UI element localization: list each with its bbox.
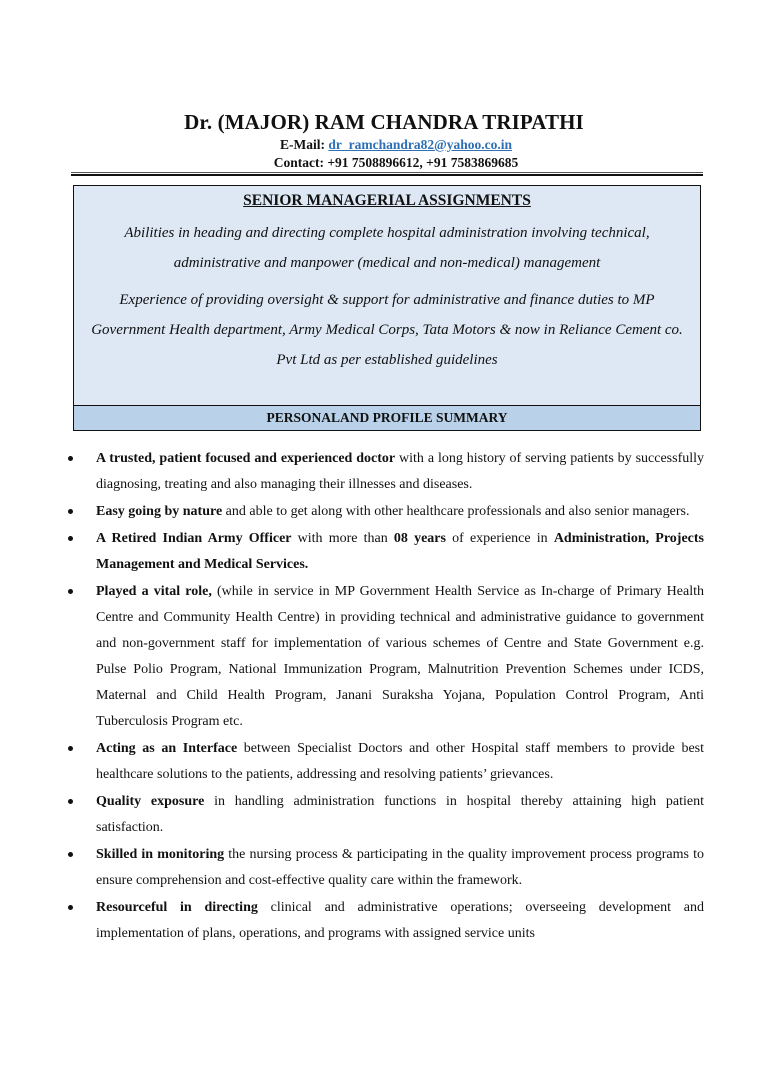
bullet-dot-icon bbox=[68, 799, 73, 804]
senior-managerial-box bbox=[73, 185, 701, 431]
box-paragraph-abilities: Abilities in heading and directing complete hospital administration involving technical, administrative and manpower (medical and non-medical) management bbox=[124, 225, 650, 271]
bullet-item bbox=[64, 526, 704, 578]
bullet-highlight: Played a vital role, bbox=[96, 584, 212, 599]
email-link[interactable]: dr_ramchandra82@yahoo.co.in bbox=[328, 137, 512, 152]
bullet-item bbox=[64, 789, 704, 841]
email-line bbox=[12, 137, 768, 153]
header-divider-thin bbox=[71, 172, 703, 173]
bullet-item bbox=[64, 579, 704, 735]
bullet-highlight: A Retired Indian Army Officer bbox=[96, 531, 292, 546]
bullet-dot-icon bbox=[68, 589, 73, 594]
header-divider-thick bbox=[71, 174, 703, 176]
bullet-item bbox=[64, 736, 704, 788]
bullet-highlight: Administration, Projects Management and Medical Services. bbox=[96, 531, 704, 572]
bullet-text: (while in service in MP Government Health Service as In-charge of Primary Health Centre and Community Health Centre) in providing technical and administrative guidance to government and non-government staff for implementation of various schemes of Centre and State Government e.g. Pulse Polio Program, National Immunization Program, Malnutrition Prevention Schemes under ICDS, Maternal and Child Health Program, Janani Suraksha Yojana, Population Control Program, Anti Tuberculosis Program etc. bbox=[96, 584, 704, 729]
bullet-dot-icon bbox=[68, 905, 73, 910]
bullet-highlight: 08 years bbox=[393, 531, 446, 546]
box-paragraph-experience: Experience of providing oversight & support for administrative and finance duties to MP Government Health department, Army Medical Corps, Tata Motors & now in Reliance Cement co. Pvt Ltd as per established guidelines bbox=[91, 292, 683, 368]
profile-bullet-list bbox=[64, 446, 704, 948]
bullet-dot-icon bbox=[68, 852, 73, 857]
box-title: SENIOR MANAGERIAL ASSIGNMENTS bbox=[243, 192, 531, 209]
bullet-item bbox=[64, 446, 704, 498]
bullet-dot-icon bbox=[68, 746, 73, 751]
bullet-item bbox=[64, 895, 704, 947]
bullet-text: clinical and administrative operations; overseeing development and implementation of plans, operations, and programs with assigned service units bbox=[96, 900, 704, 941]
email-label: E-Mail: bbox=[280, 137, 329, 152]
bullet-text: of experience in bbox=[445, 531, 554, 546]
bullet-highlight: Skilled in monitoring bbox=[96, 847, 225, 862]
bullet-highlight: Acting as an Interface bbox=[96, 741, 238, 756]
bullet-highlight: A trusted, patient focused and experienced doctor bbox=[96, 451, 396, 466]
bullet-dot-icon bbox=[68, 536, 73, 541]
bullet-dot-icon bbox=[68, 509, 73, 514]
bullet-dot-icon bbox=[68, 456, 73, 461]
profile-summary-heading: PERSONALAND PROFILE SUMMARY bbox=[74, 405, 700, 430]
bullet-item bbox=[64, 499, 704, 525]
bullet-text: in handling administration functions in hospital thereby attaining high patient satisfaction. bbox=[96, 794, 704, 835]
bullet-highlight: Quality exposure bbox=[96, 794, 205, 809]
bullet-text: with more than bbox=[291, 531, 394, 546]
bullet-item bbox=[64, 842, 704, 894]
candidate-name: Dr. (MAJOR) RAM CHANDRA TRIPATHI bbox=[184, 110, 584, 134]
bullet-text: between Specialist Doctors and other Hospital staff members to provide best healthcare solutions to the patients, addressing and resolving patients’ grievances. bbox=[96, 741, 705, 782]
contact-line bbox=[12, 155, 768, 171]
contact-label: Contact: bbox=[273, 155, 328, 170]
bullet-text: the nursing process & participating in the quality improvement process programs to ensure comprehension and cost-effective quality care within the framework. bbox=[96, 847, 704, 888]
bullet-highlight: Easy going by nature bbox=[96, 504, 223, 519]
bullet-highlight: Resourceful in directing bbox=[96, 900, 258, 915]
bullet-text: with a long history of serving patients by successfully diagnosing, treating and also managing their illnesses and diseases. bbox=[96, 451, 705, 492]
phone-numbers: +91 7508896612, +91 7583869685 bbox=[327, 155, 519, 170]
bullet-text: and able to get along with other healthcare professionals and also senior managers. bbox=[222, 504, 690, 519]
